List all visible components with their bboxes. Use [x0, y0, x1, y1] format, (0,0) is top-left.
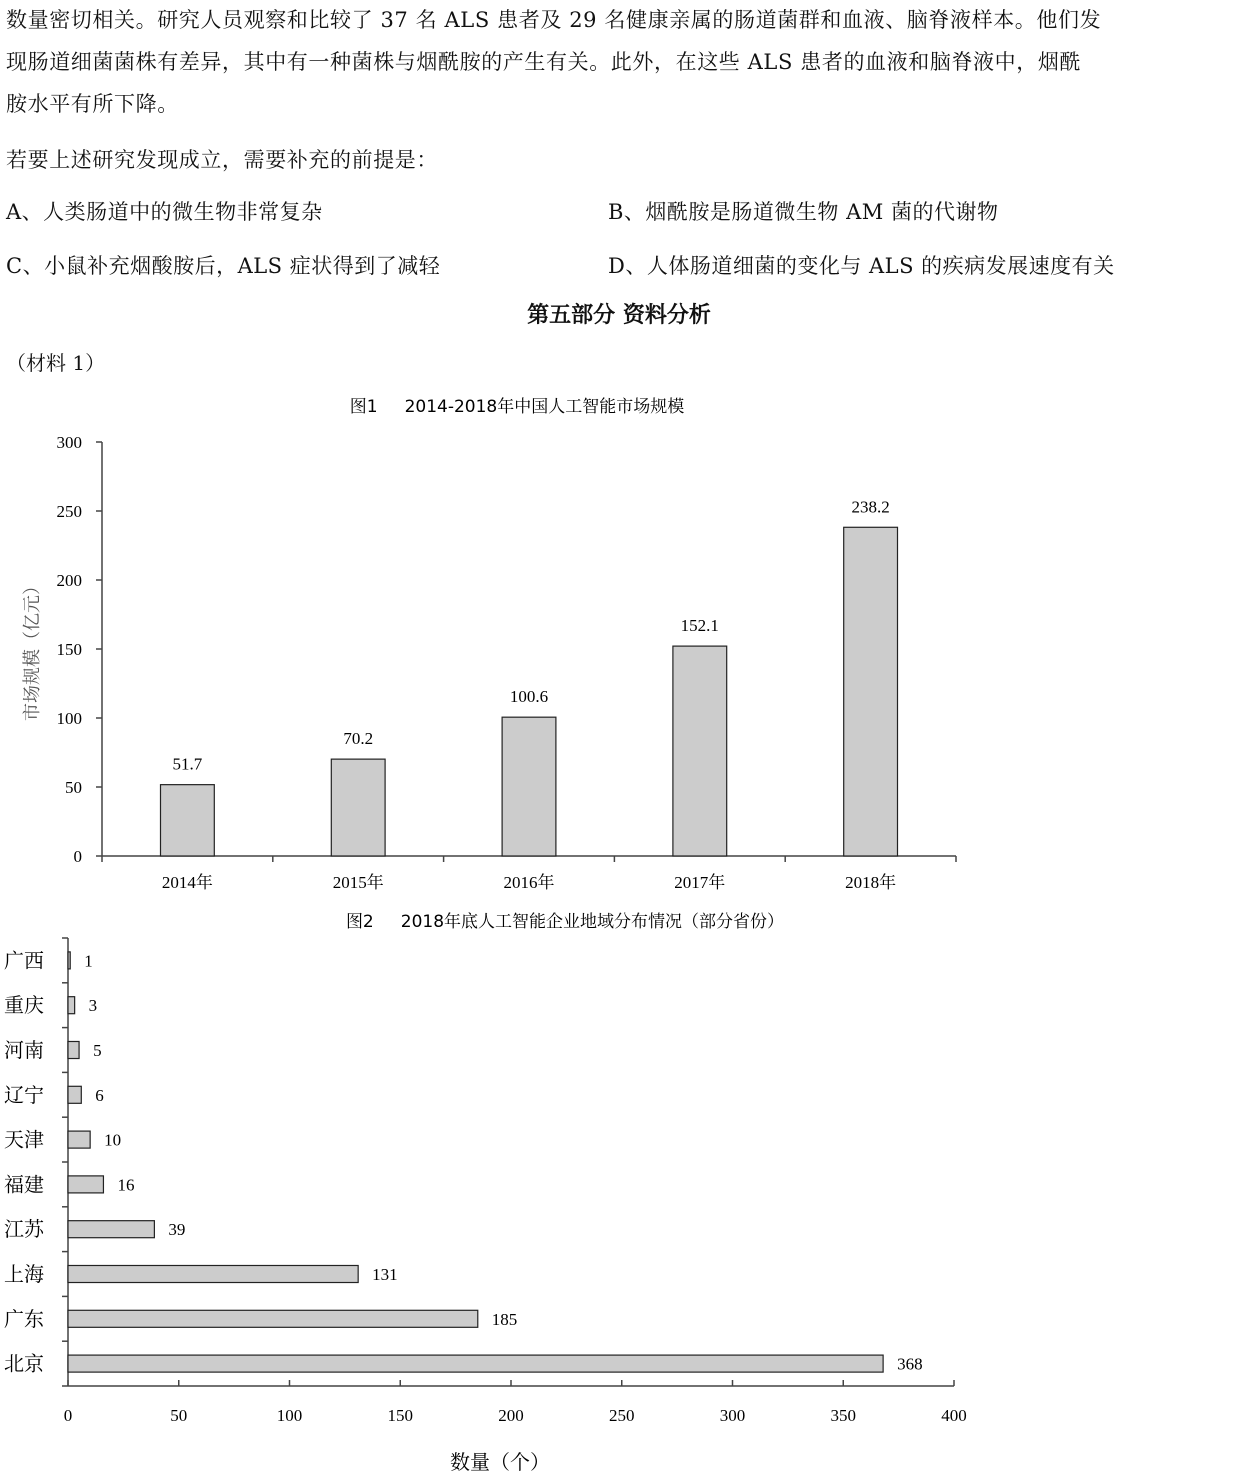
- chart2-category-label: 北京: [4, 1351, 44, 1376]
- chart2-category-label: 上海: [4, 1262, 44, 1286]
- chart1-bar: [673, 646, 727, 856]
- chart2-x-tick-label: 400: [941, 1406, 967, 1425]
- chart2-category-label: 江苏: [4, 1217, 44, 1242]
- chart1-y-tick-label: 200: [56, 571, 82, 590]
- chart2-x-tick-label: 250: [609, 1406, 635, 1425]
- chart2-category-label: 辽宁: [4, 1082, 44, 1107]
- chart2-bar: [68, 1265, 358, 1282]
- question-stem: 若要上述研究发现成立，需要补充的前提是：: [6, 148, 438, 172]
- chart1-y-tick-label: 250: [56, 502, 82, 521]
- chart2-value-label: 3: [88, 996, 98, 1016]
- chart1-value-label: 100.6: [509, 687, 549, 707]
- chart2-x-tick-label: 100: [276, 1406, 303, 1425]
- chart-enterprise-distribution: [0, 905, 1238, 1475]
- option-a: A、人类肠道中的微生物非常复杂: [6, 200, 323, 224]
- chart2-value-label: 10: [104, 1130, 122, 1150]
- chart2-title: 图2 2018年底人工智能企业地域分布情况（部分省份）: [345, 912, 785, 932]
- chart2-category-label: 福建: [4, 1172, 44, 1197]
- chart1-value-label: 152.1: [680, 616, 719, 636]
- chart2-category-label: 河南: [4, 1038, 44, 1062]
- chart1-category-label: 2018年: [845, 873, 897, 892]
- chart2-x-tick-label: 150: [387, 1406, 413, 1425]
- chart2-x-tick-label: 350: [830, 1406, 856, 1425]
- chart2-bar: [68, 1310, 478, 1327]
- chart2-bar: [68, 1086, 81, 1103]
- chart2-value-label: 1: [84, 951, 93, 971]
- chart1-category-label: 2015年: [332, 873, 384, 892]
- chart1-bar: [331, 759, 385, 856]
- chart2-bar: [68, 997, 75, 1014]
- chart2-category-label: 天津: [4, 1127, 44, 1152]
- material-label: （材料 1）: [6, 351, 106, 375]
- chart2-bar: [68, 1176, 103, 1193]
- chart2-value-label: 5: [93, 1041, 102, 1060]
- chart1-y-axis-label: 市场规模（亿元）: [22, 577, 43, 721]
- chart-market-size: [0, 385, 1238, 905]
- chart2-bar: [68, 1221, 154, 1238]
- chart2-value-label: 368: [897, 1354, 923, 1374]
- chart2-value-label: 6: [95, 1085, 104, 1105]
- chart2-x-tick-label: 200: [498, 1406, 524, 1425]
- chart2-category-label: 重庆: [4, 993, 44, 1018]
- passage-line-2: 现肠道细菌菌株有差异，其中有一种菌株与烟酰胺的产生有关。此外，在这些 ALS 患者的血液和脑脊液中，烟酰: [6, 50, 1082, 74]
- chart2-marks: [4, 938, 967, 1425]
- option-c: C、小鼠补充烟酸胺后，ALS 症状得到了减轻: [6, 254, 441, 278]
- chart1-bar: [844, 527, 898, 856]
- chart2-x-tick-label: 0: [63, 1406, 73, 1425]
- chart2-value-label: 16: [117, 1175, 135, 1195]
- chart2-x-axis-label: 数量（个）: [450, 1450, 550, 1474]
- chart2-bar: [68, 1355, 883, 1372]
- chart2-value-label: 39: [168, 1220, 186, 1240]
- chart2-bar: [68, 1131, 90, 1148]
- chart1-bar: [160, 785, 214, 856]
- chart2-bar: [68, 952, 70, 969]
- chart1-marks: [57, 433, 957, 892]
- chart1-bar: [502, 717, 556, 856]
- chart1-value-label: 51.7: [172, 754, 203, 774]
- chart2-value-label: 185: [491, 1309, 518, 1329]
- chart2-x-tick-label: 50: [170, 1406, 188, 1425]
- chart2-category-label: 广东: [4, 1306, 44, 1331]
- chart2-category-label: 广西: [4, 948, 44, 973]
- chart1-y-tick-label: 0: [73, 847, 82, 866]
- chart1-category-label: 2014年: [161, 873, 213, 892]
- chart1-y-tick-label: 300: [56, 433, 82, 452]
- chart1-title: 图1 2014-2018年中国人工智能市场规模: [349, 397, 685, 417]
- chart2-bar: [68, 1041, 79, 1058]
- chart1-y-tick-label: 100: [56, 709, 82, 728]
- chart1-value-label: 70.2: [343, 729, 374, 749]
- chart2-x-tick-label: 300: [719, 1406, 746, 1425]
- chart1-category-label: 2017年: [674, 873, 726, 892]
- chart2-value-label: 131: [372, 1265, 398, 1284]
- passage-line-1: 数量密切相关。研究人员观察和比较了 37 名 ALS 患者及 29 名健康亲属的肠道菌群和血液、脑脊液样本。他们发: [6, 8, 1102, 32]
- passage-line-3: 胺水平有所下降。: [6, 92, 179, 116]
- chart1-y-tick-label: 150: [56, 640, 82, 659]
- section-title: 第五部分 资料分析: [527, 303, 711, 328]
- chart1-y-tick-label: 50: [65, 778, 82, 797]
- option-d: D、人体肠道细菌的变化与 ALS 的疾病发展速度有关: [608, 254, 1115, 278]
- option-b: B、烟酰胺是肠道微生物 AM 菌的代谢物: [608, 200, 999, 224]
- chart1-category-label: 2016年: [503, 873, 555, 892]
- chart1-value-label: 238.2: [851, 497, 890, 517]
